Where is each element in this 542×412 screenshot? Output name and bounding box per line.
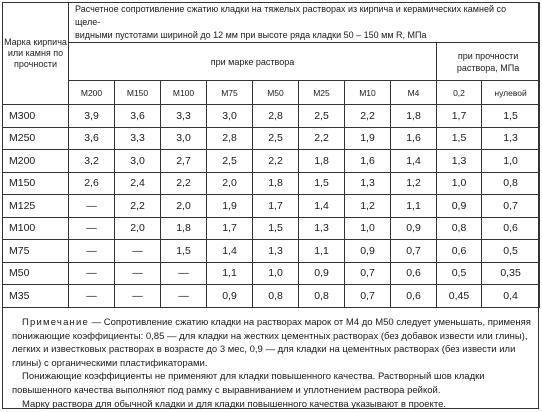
table-cell: 3,2 bbox=[69, 150, 115, 173]
title-line-2: видными пустотами шириной до 12 мм при высоте ряда кладки 50 – 150 мм R, МПа bbox=[75, 30, 427, 40]
table-cell: 0,35 bbox=[482, 262, 540, 285]
table-row bbox=[3, 195, 540, 218]
table-row bbox=[3, 127, 540, 150]
column-header: 0,2 bbox=[437, 81, 482, 105]
table-cell: 3,3 bbox=[161, 105, 207, 128]
table-cell: 0,9 bbox=[345, 240, 391, 263]
table-cell: 3,6 bbox=[115, 105, 161, 128]
row-brand: М250 bbox=[3, 127, 69, 150]
column-header: М75 bbox=[207, 81, 253, 105]
table-row bbox=[3, 240, 540, 263]
table-cell: 1,5 bbox=[253, 217, 299, 240]
table-cell: 1,3 bbox=[437, 150, 482, 173]
table-cell: — bbox=[115, 240, 161, 263]
table-cell: 0,6 bbox=[391, 285, 437, 308]
table-cell: 2,7 bbox=[161, 150, 207, 173]
table-row bbox=[3, 285, 540, 308]
table-cell: 0,9 bbox=[299, 262, 345, 285]
column-header: нулевой bbox=[482, 81, 540, 105]
table-cell: 1,6 bbox=[345, 150, 391, 173]
column-header: М200 bbox=[69, 81, 115, 105]
table-cell: 2,5 bbox=[207, 150, 253, 173]
table-cell: 2,8 bbox=[253, 105, 299, 128]
column-header: М4 bbox=[391, 81, 437, 105]
table-cell: 0,5 bbox=[482, 240, 540, 263]
table-cell: 2,0 bbox=[161, 195, 207, 218]
table-cell: 1,4 bbox=[391, 150, 437, 173]
table-cell: — bbox=[69, 195, 115, 218]
table-cell: 3,9 bbox=[69, 105, 115, 128]
table-row bbox=[3, 217, 540, 240]
row-brand: М75 bbox=[3, 240, 69, 263]
table-cell: 1,0 bbox=[482, 150, 540, 173]
table-title bbox=[69, 3, 540, 43]
table-cell: 0,45 bbox=[437, 285, 482, 308]
note-text-2: Понижающие коэффициенты не применяют для кладки повышенного качества. Растворный шов кладки повышенного качества выполняют под рамку с выравниванием и уплотнением раствора рейкой. bbox=[12, 371, 485, 396]
table-row bbox=[3, 105, 540, 128]
title-line-1: Расчетное сопротивление сжатию кладки на тяжелых растворах из кирпича и керамических камней со щеле- bbox=[75, 4, 507, 27]
table-body bbox=[3, 105, 540, 308]
table-cell: 2,6 bbox=[69, 172, 115, 195]
table-cell: 3,6 bbox=[69, 127, 115, 150]
table-cell: 0,7 bbox=[391, 240, 437, 263]
mortar-strength-group: при прочности раствора, МПа bbox=[437, 43, 540, 81]
table-cell: 0,9 bbox=[437, 195, 482, 218]
table-cell: 0,7 bbox=[345, 285, 391, 308]
row-brand: М150 bbox=[3, 172, 69, 195]
table-cell: 1,5 bbox=[299, 172, 345, 195]
mortar-grade-group: при марке раствора bbox=[69, 43, 437, 81]
note-label: Примечание bbox=[22, 317, 89, 328]
table-cell: 2,8 bbox=[207, 127, 253, 150]
table-cell: 1,4 bbox=[299, 195, 345, 218]
table-cell: 1,9 bbox=[345, 127, 391, 150]
table-cell: 2,2 bbox=[115, 195, 161, 218]
table-cell: 3,0 bbox=[161, 127, 207, 150]
row-brand: М300 bbox=[3, 105, 69, 128]
table-cell: 1,4 bbox=[207, 240, 253, 263]
table-cell: 1,2 bbox=[345, 195, 391, 218]
column-header: М50 bbox=[253, 81, 299, 105]
table-row bbox=[3, 172, 540, 195]
table-cell: 0,9 bbox=[207, 285, 253, 308]
column-header: М25 bbox=[299, 81, 345, 105]
table-cell: 0,6 bbox=[482, 217, 540, 240]
column-header: М100 bbox=[161, 81, 207, 105]
table-cell: 1,7 bbox=[207, 217, 253, 240]
table-cell: — bbox=[161, 285, 207, 308]
row-brand: М125 bbox=[3, 195, 69, 218]
table-cell: 2,0 bbox=[207, 172, 253, 195]
table-cell: 1,9 bbox=[207, 195, 253, 218]
table-cell: 2,0 bbox=[115, 217, 161, 240]
table-cell: 2,2 bbox=[253, 150, 299, 173]
table-cell: — bbox=[69, 262, 115, 285]
table-note bbox=[12, 316, 532, 411]
table-cell: 1,6 bbox=[391, 127, 437, 150]
table-cell: 0,8 bbox=[437, 217, 482, 240]
table-cell: 1,5 bbox=[437, 127, 482, 150]
table-cell: 0,8 bbox=[299, 285, 345, 308]
table-row bbox=[3, 262, 540, 285]
table-cell: 1,5 bbox=[482, 105, 540, 128]
table-cell: 2,2 bbox=[345, 105, 391, 128]
row-brand: М200 bbox=[3, 150, 69, 173]
brand-header: Марка кирпича или камня по прочности bbox=[3, 3, 69, 105]
note-text-3: Марку раствора для обычной кладки и для кладки повышенного качества указывают в проекте. bbox=[22, 398, 446, 410]
table-cell: 2,5 bbox=[299, 105, 345, 128]
table-cell: 1,0 bbox=[345, 217, 391, 240]
table-cell: 1,3 bbox=[253, 240, 299, 263]
table-cell: 3,0 bbox=[115, 150, 161, 173]
table-cell: — bbox=[69, 217, 115, 240]
table-cell: — bbox=[115, 262, 161, 285]
row-brand: М100 bbox=[3, 217, 69, 240]
table-cell: 1,7 bbox=[437, 105, 482, 128]
table-cell: 1,1 bbox=[299, 240, 345, 263]
table-cell: 2,2 bbox=[161, 172, 207, 195]
column-header: М150 bbox=[115, 81, 161, 105]
column-header-row bbox=[3, 81, 540, 105]
table-cell: 1,3 bbox=[482, 127, 540, 150]
note-text-1: — Сопротивление сжатию кладки на растворах марок от М4 до М50 следует уменьшать, применяя понижающие коэффициенты: 0,85 — для кладки на жестких цементных растворах (без добавок извести или глины), легких и известковых растворах в возрасте до 3 мес, 0,9 — для кладки на цементных растворах (без извести или глины) с органическими пластификаторами. bbox=[12, 317, 531, 369]
table-cell: 1,0 bbox=[253, 262, 299, 285]
table-cell: 1,8 bbox=[253, 172, 299, 195]
table-cell: 1,8 bbox=[161, 217, 207, 240]
table-cell: 2,2 bbox=[299, 127, 345, 150]
table-cell: 0,8 bbox=[253, 285, 299, 308]
table-cell: 1,5 bbox=[161, 240, 207, 263]
table-cell: — bbox=[115, 285, 161, 308]
resistance-table bbox=[2, 2, 540, 308]
table-cell: 1,1 bbox=[391, 195, 437, 218]
table-cell: 1,8 bbox=[299, 150, 345, 173]
table-cell: 1,1 bbox=[207, 262, 253, 285]
table-cell: 0,5 bbox=[437, 262, 482, 285]
table-cell: 1,2 bbox=[391, 172, 437, 195]
table-cell: 0,7 bbox=[482, 195, 540, 218]
table-cell: 0,6 bbox=[437, 240, 482, 263]
table-cell: 1,0 bbox=[437, 172, 482, 195]
table-cell: 3,0 bbox=[207, 105, 253, 128]
table-cell: 0,9 bbox=[391, 217, 437, 240]
table-cell: 2,4 bbox=[115, 172, 161, 195]
row-brand: М50 bbox=[3, 262, 69, 285]
table-cell: 1,3 bbox=[345, 172, 391, 195]
table-cell: 1,3 bbox=[299, 217, 345, 240]
table-cell: 2,5 bbox=[253, 127, 299, 150]
table-cell: 1,8 bbox=[391, 105, 437, 128]
table-row bbox=[3, 150, 540, 173]
table-cell: — bbox=[69, 240, 115, 263]
table-cell: 0,6 bbox=[391, 262, 437, 285]
table-cell: 0,4 bbox=[482, 285, 540, 308]
table-cell: — bbox=[161, 262, 207, 285]
table-cell: 0,7 bbox=[345, 262, 391, 285]
column-header: М10 bbox=[345, 81, 391, 105]
table-cell: 0,8 bbox=[482, 172, 540, 195]
table-cell: 1,7 bbox=[253, 195, 299, 218]
table-cell: 3,3 bbox=[115, 127, 161, 150]
table-cell: — bbox=[69, 285, 115, 308]
row-brand: М35 bbox=[3, 285, 69, 308]
